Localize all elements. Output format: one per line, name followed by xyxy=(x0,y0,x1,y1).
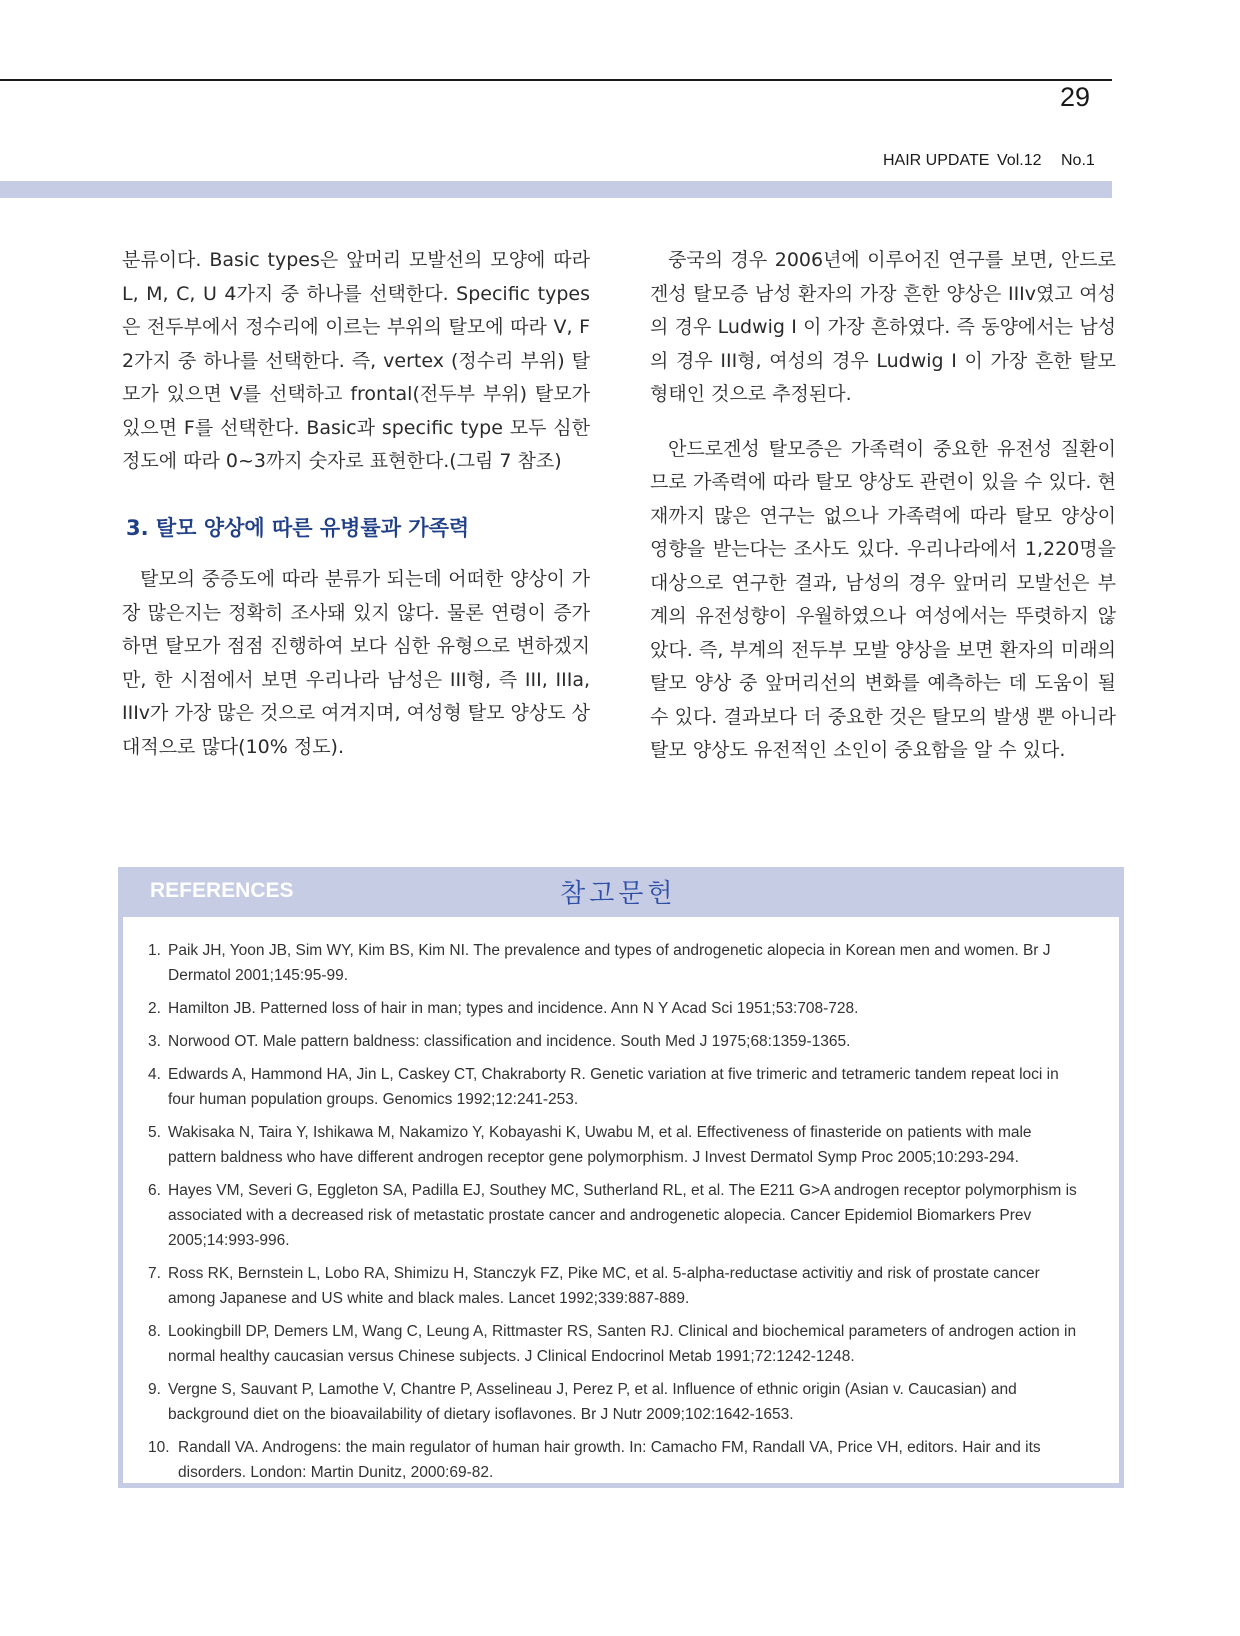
right-paragraph-1: 중국의 경우 2006년에 이루어진 연구를 보면, 안드로겐성 탈모증 남성 환자의 가장 흔한 양상은 IIIv였고 여성의 경우 Ludwig I 이 가장 흔하였다. 즉 동양에서는 남성의 경우 III형, 여성의 경우 Ludwig I 이 가장 흔한 탈모 형태인 것으로 추정된다. xyxy=(650,249,1116,405)
left-column-lower xyxy=(122,563,590,764)
reference-item: 5. Wakisaka N, Taira Y, Ishikawa M, Nakamizo Y, Kobayashi K, Uwabu M, et al. Effectiveness of finasteride on patients with male pattern baldness who have different androgen receptor gene polymorphism. J Invest Dermatol Symp Proc 2005;10:293-294. xyxy=(148,1124,1032,1166)
reference-item: 8. Lookingbill DP, Demers LM, Wang C, Leung A, Rittmaster RS, Santen RJ. Clinical and biochemical parameters of androgen action in normal healthy caucasian versus Chinese subjects. J Clinical Endocrinol Metab 1991;72:1242-1248. xyxy=(148,1323,1077,1365)
running-head-journal: HAIR UPDATE xyxy=(883,152,990,169)
references-title: REFERENCES xyxy=(150,879,294,902)
right-paragraph-2: 안드로겐성 탈모증은 가족력이 중요한 유전성 질환이므로 가족력에 따라 탈모 양상도 관련이 있을 수 있다. 현재까지 많은 연구는 없으나 가족력에 따라 탈모 양상이 영향을 받는다는 조사도 있다. 우리나라에서 1,220명을 대상으로 연구한 결과, 남성의 경우 앞머리 모발선은 부계의 유전성향이 우월하였으나 여성에서는 뚜렷하지 않았다. 즉, 부계의 전두부 모발 양상을 보면 환자의 미래의 탈모 양상 중 앞머리선의 변화를 예측하는 데 도움이 될 수 있다. 결과보다 더 중요한 것은 탈모의 발생 뿐 아니라 탈모 양상도 유전적인 소인이 중요함을 알 수 있다. xyxy=(650,437,1116,761)
reference-item: 3. Norwood OT. Male pattern baldness: classification and incidence. South Med J 1975;68:1359-1365. xyxy=(148,1033,851,1050)
reference-item: 10. Randall VA. Androgens: the main regulator of human hair growth. In: Camacho FM, Randall VA, Price VH, editors. Hair and its disorders. London: Martin Dunitz, 2000:69-82. xyxy=(148,1439,1041,1481)
reference-item: 2. Hamilton JB. Patterned loss of hair in man; types and incidence. Ann N Y Acad Sci 1951;53:708-728. xyxy=(148,1000,859,1017)
running-head-volume: Vol.12 xyxy=(997,152,1042,169)
top-rule xyxy=(0,79,1112,81)
references-title-korean: 참고문헌 xyxy=(560,879,677,909)
reference-list xyxy=(148,938,1078,1493)
right-column xyxy=(650,244,1116,768)
left-column xyxy=(122,244,590,479)
left-paragraph-2: 탈모의 중증도에 따라 분류가 되는데 어떠한 양상이 가장 많은지는 정확히 조사돼 있지 않다. 물론 연령이 증가하면 탈모가 점점 진행하여 보다 심한 유형으로 변하겠지만, 한 시점에서 보면 우리나라 남성은 III형, 즉 III, IIIa, IIIv가 가장 많은 것으로 여겨지며, 여성형 탈모 양상도 상대적으로 많다(10% 정도). xyxy=(122,568,590,758)
reference-item: 1. Paik JH, Yoon JB, Sim WY, Kim BS, Kim NI. The prevalence and types of androgenetic alopecia in Korean men and women. Br J Dermatol 2001;145:95-99. xyxy=(148,942,1051,984)
left-paragraph-1: 분류이다. Basic types은 앞머리 모발선의 모양에 따라 L, M, C, U 4가지 중 하나를 선택한다. Specific types은 전두부에서 정수리에 이르는 부위의 탈모에 따라 V, F 2가지 중 하나를 선택한다. 즉, vertex (정수리 부위) 탈모가 있으면 V를 선택하고 frontal(전두부 부위) 탈모가 있으면 F를 선택한다. Basic과 specific type 모두 심한 정도에 따라 0~3까지 숫자로 표현한다.(그림 7 참조) xyxy=(122,249,590,472)
running-head-issue: No.1 xyxy=(1061,152,1095,169)
reference-item: 4. Edwards A, Hammond HA, Jin L, Caskey CT, Chakraborty R. Genetic variation at five trimeric and tetrameric tandem repeat loci in four human population groups. Genomics 1992;12:241-253. xyxy=(148,1066,1059,1108)
page-number: 29 xyxy=(1060,82,1091,112)
reference-item: 7. Ross RK, Bernstein L, Lobo RA, Shimizu H, Stanczyk FZ, Pike MC, et al. 5-alpha-reductase activitiy and risk of prostate cancer among Japanese and US white and black males. Lancet 1992;339:887-889. xyxy=(148,1265,1040,1307)
section-heading: 3. 탈모 양상에 따른 유병률과 가족력 xyxy=(126,516,470,540)
reference-item: 6. Hayes VM, Severi G, Eggleton SA, Padilla EJ, Southey MC, Sutherland RL, et al. The E211 G>A androgen receptor polymorphism is associated with a decreased risk of metastatic prostate cancer and androgenetic alopecia. Cancer Epidemiol Biomarkers Prev 2005;14:993-996. xyxy=(148,1182,1077,1249)
header-band xyxy=(0,181,1112,198)
reference-item: 9. Vergne S, Sauvant P, Lamothe V, Chantre P, Asselineau J, Perez P, et al. Influence of ethnic origin (Asian v. Caucasian) and background diet on the bioavailability of dietary isoflavones. Br J Nutr 2009;102:1642-1653. xyxy=(148,1381,1017,1423)
